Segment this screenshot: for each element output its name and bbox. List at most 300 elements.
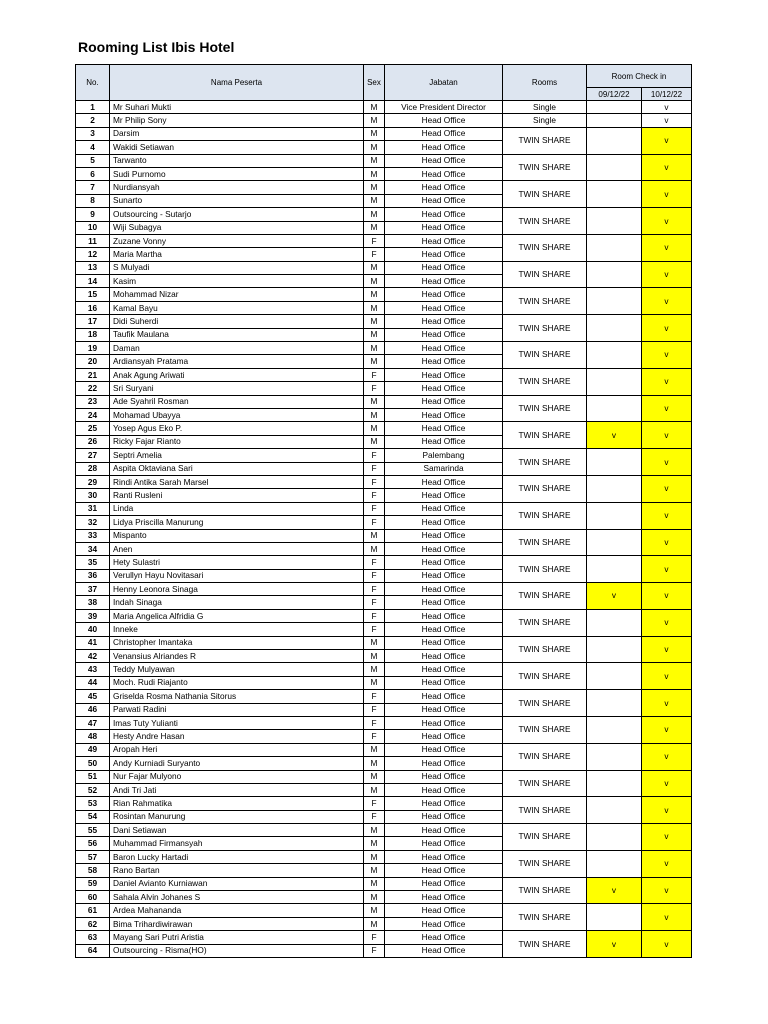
participant-jabatan: Head Office	[385, 368, 503, 381]
participant-name: Anen	[110, 542, 364, 555]
checkin-date-1	[587, 127, 642, 154]
checkin-date-2: v	[642, 797, 692, 824]
participant-jabatan: Head Office	[385, 703, 503, 716]
table-row	[76, 449, 692, 462]
checkin-date-2: v	[642, 342, 692, 369]
checkin-date-1	[587, 261, 642, 288]
header-jabatan: Jabatan	[385, 65, 503, 101]
checkin-date-1	[587, 208, 642, 235]
participant-name: Yosep Agus Eko P.	[110, 422, 364, 435]
table-row	[76, 422, 692, 435]
participant-sex: M	[364, 877, 385, 890]
participant-name: Hety Sulastri	[110, 556, 364, 569]
checkin-date-1	[587, 502, 642, 529]
table-row	[76, 234, 692, 247]
participant-jabatan: Head Office	[385, 301, 503, 314]
room-type: TWIN SHARE	[503, 904, 587, 931]
table-row	[76, 797, 692, 810]
participant-sex: F	[364, 931, 385, 944]
row-number: 30	[76, 489, 110, 502]
table-row	[76, 931, 692, 944]
table-row	[76, 181, 692, 194]
participant-name: Bima Trihardiwirawan	[110, 917, 364, 930]
checkin-date-1	[587, 368, 642, 395]
participant-sex: F	[364, 623, 385, 636]
participant-name: Rindi Antika Sarah Marsel	[110, 475, 364, 488]
participant-name: Outsourcing - Sutarjo	[110, 208, 364, 221]
participant-jabatan: Head Office	[385, 529, 503, 542]
participant-jabatan: Samarinda	[385, 462, 503, 475]
participant-sex: M	[364, 783, 385, 796]
checkin-date-2: v	[642, 208, 692, 235]
row-number: 44	[76, 676, 110, 689]
participant-sex: M	[364, 636, 385, 649]
participant-sex: M	[364, 315, 385, 328]
participant-name: Andy Kurniadi Suryanto	[110, 757, 364, 770]
participant-name: Mr Philip Sony	[110, 114, 364, 127]
participant-jabatan: Head Office	[385, 502, 503, 515]
checkin-date-1	[587, 475, 642, 502]
row-number: 58	[76, 864, 110, 877]
participant-jabatan: Head Office	[385, 408, 503, 421]
checkin-date-1	[587, 288, 642, 315]
participant-name: Anak Agung Ariwati	[110, 368, 364, 381]
row-number: 47	[76, 716, 110, 729]
checkin-date-1: v	[587, 583, 642, 610]
participant-name: Mohamad Ubayya	[110, 408, 364, 421]
checkin-date-2: v	[642, 663, 692, 690]
participant-name: Rosintan Manurung	[110, 810, 364, 823]
rooming-table	[75, 64, 692, 958]
checkin-date-2: v	[642, 743, 692, 770]
participant-sex: F	[364, 596, 385, 609]
participant-name: Rian Rahmatika	[110, 797, 364, 810]
checkin-date-2: v	[642, 904, 692, 931]
table-row	[76, 529, 692, 542]
row-number: 63	[76, 931, 110, 944]
participant-jabatan: Vice President Director	[385, 101, 503, 114]
header-date-1: 09/12/22	[587, 88, 642, 101]
participant-sex: M	[364, 676, 385, 689]
table-body	[76, 101, 692, 958]
participant-sex: M	[364, 301, 385, 314]
checkin-date-2: v	[642, 449, 692, 476]
checkin-date-1	[587, 101, 642, 114]
participant-name: Mr Suhari Mukti	[110, 101, 364, 114]
participant-name: Aspita Oktaviana Sari	[110, 462, 364, 475]
row-number: 40	[76, 623, 110, 636]
row-number: 3	[76, 127, 110, 140]
table-row	[76, 208, 692, 221]
table-row	[76, 904, 692, 917]
row-number: 4	[76, 141, 110, 154]
participant-jabatan: Head Office	[385, 583, 503, 596]
participant-sex: M	[364, 355, 385, 368]
participant-name: Imas Tuty Yulianti	[110, 716, 364, 729]
room-type: TWIN SHARE	[503, 850, 587, 877]
table-row	[76, 556, 692, 569]
checkin-date-2: v	[642, 529, 692, 556]
checkin-date-2: v	[642, 609, 692, 636]
room-type: Single	[503, 101, 587, 114]
participant-name: Andi Tri Jati	[110, 783, 364, 796]
row-number: 59	[76, 877, 110, 890]
participant-sex: M	[364, 824, 385, 837]
row-number: 23	[76, 395, 110, 408]
participant-name: Aropah Heri	[110, 743, 364, 756]
row-number: 35	[76, 556, 110, 569]
participant-sex: F	[364, 556, 385, 569]
participant-name: Kasim	[110, 275, 364, 288]
participant-name: Mispanto	[110, 529, 364, 542]
participant-sex: M	[364, 891, 385, 904]
participant-jabatan: Head Office	[385, 556, 503, 569]
participant-jabatan: Head Office	[385, 342, 503, 355]
participant-jabatan: Head Office	[385, 516, 503, 529]
participant-name: Indah Sinaga	[110, 596, 364, 609]
row-number: 27	[76, 449, 110, 462]
row-number: 25	[76, 422, 110, 435]
room-type: TWIN SHARE	[503, 208, 587, 235]
participant-sex: M	[364, 770, 385, 783]
participant-jabatan: Head Office	[385, 609, 503, 622]
room-type: TWIN SHARE	[503, 797, 587, 824]
room-type: TWIN SHARE	[503, 636, 587, 663]
participant-jabatan: Head Office	[385, 636, 503, 649]
participant-sex: M	[364, 864, 385, 877]
room-type: TWIN SHARE	[503, 342, 587, 369]
participant-sex: F	[364, 609, 385, 622]
participant-sex: M	[364, 395, 385, 408]
room-type: TWIN SHARE	[503, 181, 587, 208]
checkin-date-1	[587, 556, 642, 583]
table-row	[76, 101, 692, 114]
checkin-date-1	[587, 824, 642, 851]
row-number: 5	[76, 154, 110, 167]
room-type: TWIN SHARE	[503, 529, 587, 556]
row-number: 15	[76, 288, 110, 301]
room-type: TWIN SHARE	[503, 609, 587, 636]
participant-sex: F	[364, 730, 385, 743]
participant-sex: M	[364, 743, 385, 756]
participant-jabatan: Head Office	[385, 904, 503, 917]
row-number: 17	[76, 315, 110, 328]
table-row	[76, 114, 692, 127]
room-type: Single	[503, 114, 587, 127]
checkin-date-1	[587, 690, 642, 717]
participant-jabatan: Head Office	[385, 944, 503, 957]
participant-name: Sri Suryani	[110, 382, 364, 395]
participant-jabatan: Head Office	[385, 743, 503, 756]
participant-name: Daniel Avianto Kurniawan	[110, 877, 364, 890]
participant-sex: M	[364, 167, 385, 180]
participant-jabatan: Head Office	[385, 181, 503, 194]
participant-jabatan: Head Office	[385, 810, 503, 823]
participant-jabatan: Head Office	[385, 315, 503, 328]
checkin-date-2: v	[642, 114, 692, 127]
checkin-date-2: v	[642, 690, 692, 717]
checkin-date-1	[587, 449, 642, 476]
checkin-date-1: v	[587, 422, 642, 449]
checkin-date-2: v	[642, 261, 692, 288]
table-row	[76, 395, 692, 408]
participant-jabatan: Head Office	[385, 221, 503, 234]
participant-jabatan: Head Office	[385, 261, 503, 274]
row-number: 60	[76, 891, 110, 904]
row-number: 50	[76, 757, 110, 770]
row-number: 20	[76, 355, 110, 368]
row-number: 13	[76, 261, 110, 274]
header-nama: Nama Peserta	[110, 65, 364, 101]
room-type: TWIN SHARE	[503, 422, 587, 449]
participant-name: Didi Suherdi	[110, 315, 364, 328]
participant-sex: F	[364, 516, 385, 529]
header-room-checkin: Room Check in	[587, 65, 692, 88]
row-number: 1	[76, 101, 110, 114]
participant-jabatan: Head Office	[385, 275, 503, 288]
row-number: 14	[76, 275, 110, 288]
participant-jabatan: Head Office	[385, 716, 503, 729]
row-number: 61	[76, 904, 110, 917]
table-row	[76, 261, 692, 274]
participant-jabatan: Head Office	[385, 596, 503, 609]
table-row	[76, 636, 692, 649]
participant-name: Septri Amelia	[110, 449, 364, 462]
participant-name: Inneke	[110, 623, 364, 636]
participant-sex: M	[364, 288, 385, 301]
room-type: TWIN SHARE	[503, 395, 587, 422]
participant-sex: M	[364, 650, 385, 663]
room-type: TWIN SHARE	[503, 556, 587, 583]
row-number: 56	[76, 837, 110, 850]
checkin-date-1	[587, 529, 642, 556]
checkin-date-1	[587, 904, 642, 931]
participant-jabatan: Head Office	[385, 877, 503, 890]
participant-sex: F	[364, 368, 385, 381]
header-sex: Sex	[364, 65, 385, 101]
header-no: No.	[76, 65, 110, 101]
participant-sex: M	[364, 194, 385, 207]
row-number: 55	[76, 824, 110, 837]
participant-jabatan: Head Office	[385, 422, 503, 435]
participant-sex: M	[364, 141, 385, 154]
participant-name: Daman	[110, 342, 364, 355]
participant-jabatan: Head Office	[385, 475, 503, 488]
participant-name: Nur Fajar Mulyono	[110, 770, 364, 783]
participant-sex: F	[364, 716, 385, 729]
participant-jabatan: Head Office	[385, 623, 503, 636]
participant-sex: F	[364, 583, 385, 596]
participant-jabatan: Head Office	[385, 797, 503, 810]
checkin-date-2: v	[642, 422, 692, 449]
checkin-date-1	[587, 663, 642, 690]
checkin-date-2: v	[642, 234, 692, 261]
row-number: 62	[76, 917, 110, 930]
participant-name: S Mulyadi	[110, 261, 364, 274]
participant-jabatan: Head Office	[385, 783, 503, 796]
room-type: TWIN SHARE	[503, 877, 587, 904]
checkin-date-2: v	[642, 824, 692, 851]
participant-jabatan: Head Office	[385, 864, 503, 877]
room-type: TWIN SHARE	[503, 288, 587, 315]
checkin-date-2: v	[642, 315, 692, 342]
checkin-date-1	[587, 609, 642, 636]
participant-sex: M	[364, 342, 385, 355]
participant-jabatan: Head Office	[385, 650, 503, 663]
participant-sex: M	[364, 114, 385, 127]
room-type: TWIN SHARE	[503, 475, 587, 502]
participant-sex: F	[364, 248, 385, 261]
checkin-date-1	[587, 154, 642, 181]
checkin-date-1	[587, 395, 642, 422]
room-type: TWIN SHARE	[503, 743, 587, 770]
row-number: 8	[76, 194, 110, 207]
participant-jabatan: Head Office	[385, 569, 503, 582]
participant-sex: M	[364, 101, 385, 114]
participant-name: Sudi Purnomo	[110, 167, 364, 180]
participant-name: Verullyn Hayu Novitasari	[110, 569, 364, 582]
participant-jabatan: Head Office	[385, 194, 503, 207]
row-number: 12	[76, 248, 110, 261]
participant-name: Zuzane Vonny	[110, 234, 364, 247]
participant-sex: M	[364, 154, 385, 167]
room-type: TWIN SHARE	[503, 663, 587, 690]
row-number: 10	[76, 221, 110, 234]
participant-name: Venansius Alriandes R	[110, 650, 364, 663]
participant-jabatan: Head Office	[385, 824, 503, 837]
participant-jabatan: Head Office	[385, 917, 503, 930]
participant-jabatan: Head Office	[385, 395, 503, 408]
participant-name: Henny Leonora Sinaga	[110, 583, 364, 596]
table-row	[76, 743, 692, 756]
participant-jabatan: Head Office	[385, 489, 503, 502]
participant-name: Taufik Maulana	[110, 328, 364, 341]
participant-name: Ricky Fajar Rianto	[110, 435, 364, 448]
table-row	[76, 288, 692, 301]
checkin-date-1	[587, 234, 642, 261]
participant-name: Rano Bartan	[110, 864, 364, 877]
checkin-date-1	[587, 636, 642, 663]
row-number: 11	[76, 234, 110, 247]
participant-name: Linda	[110, 502, 364, 515]
participant-jabatan: Head Office	[385, 127, 503, 140]
header-date-2: 10/12/22	[642, 88, 692, 101]
table-row	[76, 850, 692, 863]
row-number: 46	[76, 703, 110, 716]
table-row	[76, 690, 692, 703]
participant-sex: F	[364, 489, 385, 502]
room-type: TWIN SHARE	[503, 690, 587, 717]
row-number: 16	[76, 301, 110, 314]
participant-name: Kamal Bayu	[110, 301, 364, 314]
table-row	[76, 609, 692, 622]
row-number: 39	[76, 609, 110, 622]
table-row	[76, 770, 692, 783]
participant-jabatan: Head Office	[385, 114, 503, 127]
participant-sex: M	[364, 850, 385, 863]
participant-name: Ranti Rusleni	[110, 489, 364, 502]
participant-name: Griselda Rosma Nathania Sitorus	[110, 690, 364, 703]
participant-jabatan: Head Office	[385, 234, 503, 247]
checkin-date-2: v	[642, 850, 692, 877]
row-number: 37	[76, 583, 110, 596]
participant-jabatan: Head Office	[385, 770, 503, 783]
participant-sex: M	[364, 127, 385, 140]
checkin-date-2: v	[642, 636, 692, 663]
participant-sex: F	[364, 944, 385, 957]
checkin-date-2: v	[642, 716, 692, 743]
checkin-date-1	[587, 342, 642, 369]
table-row	[76, 127, 692, 140]
checkin-date-1	[587, 770, 642, 797]
room-type: TWIN SHARE	[503, 127, 587, 154]
participant-jabatan: Head Office	[385, 435, 503, 448]
participant-sex: F	[364, 569, 385, 582]
checkin-date-2: v	[642, 395, 692, 422]
room-type: TWIN SHARE	[503, 234, 587, 261]
checkin-date-2: v	[642, 368, 692, 395]
table-row	[76, 154, 692, 167]
row-number: 2	[76, 114, 110, 127]
checkin-date-2: v	[642, 877, 692, 904]
room-type: TWIN SHARE	[503, 931, 587, 958]
checkin-date-1	[587, 743, 642, 770]
participant-jabatan: Head Office	[385, 730, 503, 743]
table-row	[76, 475, 692, 488]
participant-jabatan: Head Office	[385, 382, 503, 395]
participant-name: Lidya Priscilla Manurung	[110, 516, 364, 529]
checkin-date-2: v	[642, 101, 692, 114]
participant-sex: M	[364, 422, 385, 435]
checkin-date-1	[587, 315, 642, 342]
participant-name: Darsim	[110, 127, 364, 140]
participant-name: Tarwanto	[110, 154, 364, 167]
row-number: 28	[76, 462, 110, 475]
row-number: 43	[76, 663, 110, 676]
participant-name: Maria Martha	[110, 248, 364, 261]
participant-sex: F	[364, 690, 385, 703]
room-type: TWIN SHARE	[503, 261, 587, 288]
row-number: 24	[76, 408, 110, 421]
checkin-date-1: v	[587, 931, 642, 958]
table-row	[76, 716, 692, 729]
checkin-date-1	[587, 797, 642, 824]
participant-name: Parwati Radini	[110, 703, 364, 716]
row-number: 32	[76, 516, 110, 529]
row-number: 6	[76, 167, 110, 180]
table-row	[76, 824, 692, 837]
participant-jabatan: Head Office	[385, 676, 503, 689]
row-number: 38	[76, 596, 110, 609]
row-number: 57	[76, 850, 110, 863]
participant-jabatan: Head Office	[385, 248, 503, 261]
room-type: TWIN SHARE	[503, 368, 587, 395]
participant-jabatan: Head Office	[385, 891, 503, 904]
participant-sex: M	[364, 181, 385, 194]
row-number: 21	[76, 368, 110, 381]
table-row	[76, 315, 692, 328]
row-number: 41	[76, 636, 110, 649]
row-number: 45	[76, 690, 110, 703]
table-row	[76, 583, 692, 596]
row-number: 49	[76, 743, 110, 756]
participant-jabatan: Head Office	[385, 141, 503, 154]
participant-sex: M	[364, 529, 385, 542]
page-title: Rooming List Ibis Hotel	[78, 39, 235, 55]
participant-jabatan: Head Office	[385, 208, 503, 221]
table-row	[76, 368, 692, 381]
participant-sex: M	[364, 837, 385, 850]
